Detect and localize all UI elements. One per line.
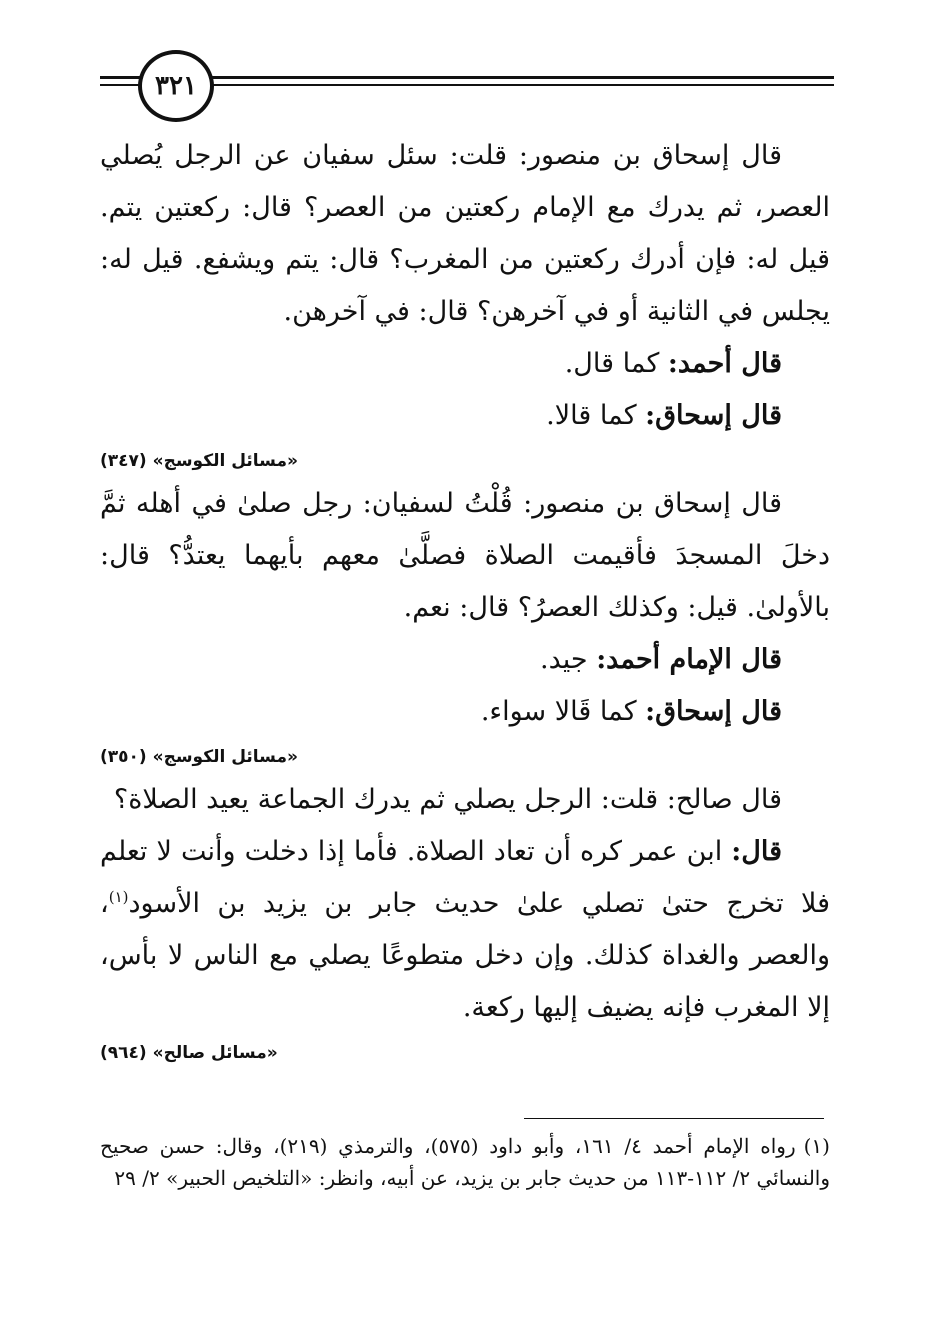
paragraph: قال إسحاق بن منصور: قُلْتُ لسفيان: رجل صلىٰ في أهله ثمَّ دخلَ المسجدَ فأقيمت الصلاة فصلَّىٰ معهم بأيهما يعتدُّ؟ قال: بالأولىٰ. قيل: وكذلك العصرُ؟ قال: نعم. — [100, 488, 830, 623]
source-citation: «مسائل الكوسج» (٣٥٠) — [100, 747, 298, 767]
response-line — [100, 634, 830, 686]
source-citation: «مسائل الكوسج» (٣٤٧) — [100, 451, 298, 471]
answer-text: ، والعصر والغداة كذلك. وإن دخل متطوعًا يصلي مع الناس لا بأس، إلا المغرب فإنه يضيف إليها ركعة. — [100, 888, 830, 1023]
response-text: كما قال. — [564, 348, 668, 379]
answer-paragraph — [100, 826, 830, 1034]
speaker-label: قال إسحاق: — [645, 400, 782, 431]
speaker-label: قال إسحاق: — [645, 696, 782, 727]
response-line — [100, 338, 830, 390]
answer-text: ابن عمر كره أن تعاد الصلاة. فأما إذا دخلت وأنت لا تعلم فلا تخرج حتىٰ تصلي علىٰ حديث جابر بن يزيد بن الأسود — [100, 836, 830, 919]
footnote-separator — [524, 1118, 824, 1119]
response-line — [100, 390, 830, 442]
footnote-reference[interactable]: (١) — [108, 888, 129, 906]
question-paragraph: قال صالح: قلت: الرجل يصلي ثم يدرك الجماعة يعيد الصلاة؟ — [113, 784, 782, 815]
footnote-text: رواه الإمام أحمد ٤/ ١٦١، وأبو داود (٥٧٥)، والترمذي (٢١٩)، وقال: حسن صحيح والنسائي ٢/ ١١٢-١١٣ من حديث جابر بن يزيد، عن أبيه، وانظر: «التلخيص الحبير» ٢/ ٢٩ — [100, 1134, 830, 1190]
footnote-marker: (١) — [803, 1134, 830, 1158]
footnote — [100, 1130, 830, 1194]
page-number: ٣٢١ — [138, 50, 214, 122]
main-text — [100, 130, 830, 1070]
speaker-label: قال أحمد: — [667, 348, 782, 379]
paragraph: قال إسحاق بن منصور: قلت: سئل سفيان عن الرجل يُصلي العصر، ثم يدرك مع الإمام ركعتين من العصر؟ قال: ركعتين يتم. قيل له: فإن أدرك ركعتين من المغرب؟ قال: يتم ويشفع. قيل له: يجلس في الثانية أو في آخرهن؟ قال: في آخرهن. — [100, 140, 830, 327]
speaker-label: قال: — [731, 836, 782, 867]
source-citation: «مسائل صالح» (٩٦٤) — [100, 1043, 278, 1063]
response-text: كما قَالا سواء. — [480, 696, 646, 727]
response-line — [100, 686, 830, 738]
response-text: جيد. — [540, 644, 597, 675]
page-header — [100, 48, 834, 128]
speaker-label: قال الإمام أحمد: — [596, 644, 782, 675]
response-text: كما قالا. — [546, 400, 646, 431]
